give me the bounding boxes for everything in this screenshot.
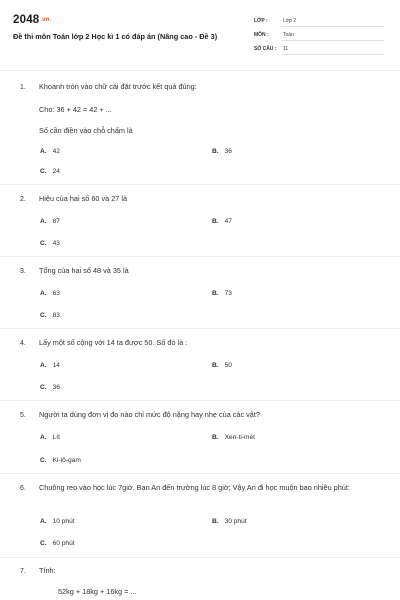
option-letter: C. bbox=[40, 457, 47, 464]
option-text: 42 bbox=[52, 148, 60, 155]
option-b[interactable] bbox=[212, 290, 232, 297]
option-letter: A. bbox=[40, 218, 47, 225]
page-title: Đề thi môn Toán lớp 2 Học kì 1 có đáp án (Nâng cao - Đề 3) bbox=[13, 32, 218, 41]
meta-key: MÔN : bbox=[254, 32, 269, 38]
option-text: 50 bbox=[224, 362, 232, 369]
option-letter: B. bbox=[212, 518, 219, 525]
meta-value: Lớp 2 bbox=[283, 18, 297, 24]
option-letter: C. bbox=[40, 384, 47, 391]
option-a[interactable] bbox=[40, 218, 60, 225]
option-letter: B. bbox=[212, 218, 219, 225]
option-a[interactable] bbox=[40, 434, 60, 441]
option-text: 36 bbox=[52, 384, 60, 391]
header bbox=[0, 0, 400, 70]
option-b[interactable] bbox=[212, 518, 247, 525]
logo-text: 2048 bbox=[13, 14, 40, 26]
option-a[interactable] bbox=[40, 362, 60, 369]
question-number: 6. bbox=[20, 485, 26, 492]
question-number: 4. bbox=[20, 340, 26, 347]
option-b[interactable] bbox=[212, 362, 232, 369]
question-divider bbox=[0, 400, 400, 401]
option-letter: A. bbox=[40, 434, 47, 441]
site-logo[interactable] bbox=[13, 14, 50, 26]
question-text: Tổng của hai số 48 và 35 là bbox=[39, 266, 129, 275]
option-text: 60 phút bbox=[52, 540, 75, 547]
option-b[interactable] bbox=[212, 148, 232, 155]
option-letter: A. bbox=[40, 148, 47, 155]
option-text: Xen-ti-mét bbox=[224, 434, 256, 441]
option-c[interactable] bbox=[40, 457, 81, 464]
question-divider bbox=[0, 184, 400, 185]
option-text: 10 phút bbox=[52, 518, 75, 525]
question-line: Cho: 36 + 42 = 42 + ... bbox=[39, 105, 112, 114]
question-number: 2. bbox=[20, 196, 26, 203]
header-divider bbox=[0, 70, 400, 71]
question-divider bbox=[0, 256, 400, 257]
meta-underline bbox=[281, 40, 384, 41]
option-text: 30 phút bbox=[224, 518, 247, 525]
option-b[interactable] bbox=[212, 218, 232, 225]
question-number: 7. bbox=[20, 568, 26, 575]
question-text: Khoanh tròn vào chữ cái đặt trước kết quả đúng: bbox=[39, 82, 197, 91]
question-text: Lấy một số cộng với 14 ta được 50. Số đó là : bbox=[39, 338, 188, 347]
option-a[interactable] bbox=[40, 148, 60, 155]
option-a[interactable] bbox=[40, 518, 75, 525]
question-divider bbox=[0, 557, 400, 558]
question-line: Số cần điền vào chỗ chấm là bbox=[39, 126, 133, 135]
option-letter: C. bbox=[40, 240, 47, 247]
option-letter: A. bbox=[40, 290, 47, 297]
option-letter: C. bbox=[40, 312, 47, 319]
option-letter: B. bbox=[212, 290, 219, 297]
option-text: Ki-lô-gam bbox=[52, 457, 81, 464]
question-text: Người ta dùng đơn vị đo nào chỉ mức độ nặng hay nhẹ của các vật? bbox=[39, 410, 260, 419]
question-text: Tính: bbox=[39, 566, 56, 575]
question-number: 3. bbox=[20, 268, 26, 275]
option-c[interactable] bbox=[40, 540, 75, 547]
option-letter: B. bbox=[212, 362, 219, 369]
option-text: 47 bbox=[224, 218, 232, 225]
meta-underline bbox=[281, 26, 384, 27]
option-letter: C. bbox=[40, 168, 47, 175]
option-text: Lít bbox=[52, 434, 60, 441]
option-c[interactable] bbox=[40, 168, 60, 175]
question-text: Hiệu của hai số 60 và 27 là bbox=[39, 194, 128, 203]
option-text: 83 bbox=[52, 312, 60, 319]
option-letter: B. bbox=[212, 148, 219, 155]
question-divider bbox=[0, 473, 400, 474]
logo-suffix: .vn bbox=[40, 16, 50, 23]
meta-key: SỐ CÂU : bbox=[254, 46, 277, 52]
option-letter: C. bbox=[40, 540, 47, 547]
question-text: Chuông reo vào học lúc 7giờ. Bạn An đến trường lúc 8 giờ; Vậy An đi học muộn bao nhiêu phút: bbox=[39, 483, 350, 492]
question-divider bbox=[0, 328, 400, 329]
option-text: 14 bbox=[52, 362, 60, 369]
meta-value: Toán bbox=[283, 32, 294, 38]
option-c[interactable] bbox=[40, 384, 60, 391]
option-text: 43 bbox=[52, 240, 60, 247]
meta-underline bbox=[281, 54, 384, 55]
meta-value: 11 bbox=[283, 46, 289, 52]
option-text: 87 bbox=[52, 218, 60, 225]
question-line: 52kg + 18kg + 16kg = ... bbox=[58, 587, 137, 596]
option-b[interactable] bbox=[212, 434, 255, 441]
option-letter: B. bbox=[212, 434, 219, 441]
option-letter: A. bbox=[40, 518, 47, 525]
option-text: 63 bbox=[52, 290, 60, 297]
question-number: 1. bbox=[20, 84, 26, 91]
option-c[interactable] bbox=[40, 240, 60, 247]
meta-key: LỚP : bbox=[254, 18, 268, 24]
option-a[interactable] bbox=[40, 290, 60, 297]
option-text: 73 bbox=[224, 290, 232, 297]
option-c[interactable] bbox=[40, 312, 60, 319]
option-letter: A. bbox=[40, 362, 47, 369]
option-text: 24 bbox=[52, 168, 60, 175]
question-number: 5. bbox=[20, 412, 26, 419]
option-text: 36 bbox=[224, 148, 232, 155]
